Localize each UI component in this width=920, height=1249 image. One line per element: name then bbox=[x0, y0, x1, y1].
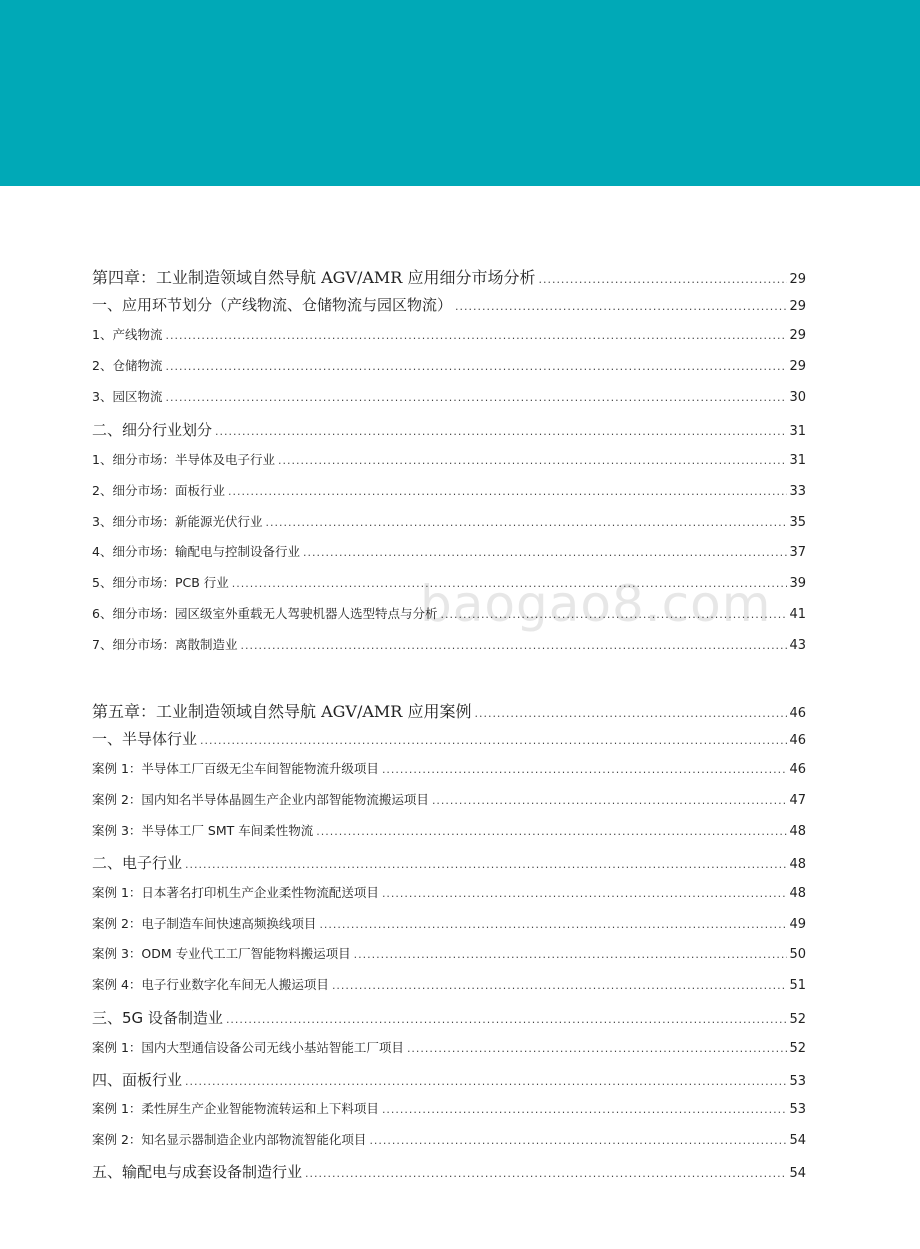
toc-page-number: 29 bbox=[789, 328, 806, 343]
toc-leader-dots bbox=[278, 454, 787, 467]
toc-page-number: 39 bbox=[789, 576, 806, 591]
toc-entry-label: 二、细分行业划分 bbox=[92, 421, 213, 439]
toc-item[interactable] bbox=[92, 975, 806, 993]
toc-leader-dots bbox=[226, 1013, 788, 1026]
toc-page-number: 41 bbox=[789, 607, 806, 622]
toc-page-number: 51 bbox=[789, 978, 806, 993]
header-band bbox=[0, 0, 920, 186]
toc-page-number: 29 bbox=[789, 299, 806, 314]
toc-entry-label: 案例 1：柔性屏生产企业智能物流转运和上下料项目 bbox=[92, 1101, 379, 1116]
toc-page-number: 54 bbox=[789, 1166, 806, 1181]
toc-page-number: 29 bbox=[789, 359, 806, 374]
toc-item[interactable] bbox=[92, 1099, 806, 1117]
toc-page-number: 31 bbox=[789, 424, 806, 439]
toc-leader-dots bbox=[455, 300, 787, 313]
toc-entry-label: 案例 2：知名显示器制造企业内部物流智能化项目 bbox=[92, 1132, 367, 1147]
toc-page-number: 46 bbox=[789, 762, 806, 777]
toc-entry-label: 案例 3：ODM 专业代工工厂智能物料搬运项目 bbox=[92, 946, 351, 961]
toc-leader-dots bbox=[240, 639, 787, 652]
toc-section[interactable] bbox=[92, 419, 806, 440]
toc-entry-label: 案例 1：日本著名打印机生产企业柔性物流配送项目 bbox=[92, 885, 379, 900]
toc-leader-dots bbox=[407, 1042, 788, 1055]
toc-page-number: 53 bbox=[789, 1074, 806, 1089]
toc-leader-dots bbox=[232, 577, 788, 590]
toc-page-number: 30 bbox=[789, 390, 806, 405]
toc-item[interactable] bbox=[92, 883, 806, 901]
toc-entry-label: 2、细分市场：面板行业 bbox=[92, 483, 225, 498]
toc-item[interactable] bbox=[92, 790, 806, 808]
toc-item[interactable] bbox=[92, 542, 806, 560]
toc-entry-label: 1、细分市场：半导体及电子行业 bbox=[92, 452, 275, 467]
toc-leader-dots bbox=[538, 273, 787, 286]
toc-page-number: 46 bbox=[789, 706, 806, 721]
toc-item[interactable] bbox=[92, 914, 806, 932]
toc-section[interactable] bbox=[92, 728, 806, 749]
toc-section[interactable] bbox=[92, 1161, 806, 1182]
toc-page-number: 37 bbox=[789, 545, 806, 560]
toc-page-number: 52 bbox=[789, 1041, 806, 1056]
toc-page-number: 54 bbox=[789, 1133, 806, 1148]
toc-entry-label: 案例 2：电子制造车间快速高频换线项目 bbox=[92, 916, 317, 931]
toc-leader-dots bbox=[265, 516, 787, 529]
toc-entry-label: 案例 1：国内大型通信设备公司无线小基站智能工厂项目 bbox=[92, 1040, 404, 1055]
toc-leader-dots bbox=[332, 979, 788, 992]
toc-leader-dots bbox=[165, 391, 787, 404]
toc-page-number: 50 bbox=[789, 947, 806, 962]
watermark: baogao8.com bbox=[420, 575, 772, 633]
toc-entry-label: 2、仓储物流 bbox=[92, 358, 163, 373]
toc-leader-dots bbox=[354, 948, 788, 961]
toc-leader-dots bbox=[319, 918, 787, 931]
toc-entry-label: 第四章：工业制造领域自然导航 AGV/AMR 应用细分市场分析 bbox=[92, 268, 536, 287]
toc-entry-label: 一、应用环节划分（产线物流、仓储物流与园区物流） bbox=[92, 296, 453, 314]
toc-item[interactable] bbox=[92, 387, 806, 405]
toc-section[interactable] bbox=[92, 1007, 806, 1028]
toc-page-number: 52 bbox=[789, 1012, 806, 1027]
toc-entry-label: 四、面板行业 bbox=[92, 1071, 183, 1089]
toc-entry-label: 3、园区物流 bbox=[92, 389, 163, 404]
toc-item[interactable] bbox=[92, 821, 806, 839]
toc-leader-dots bbox=[185, 858, 787, 871]
toc-entry-label: 3、细分市场：新能源光伏行业 bbox=[92, 514, 263, 529]
toc-section[interactable] bbox=[92, 852, 806, 873]
toc-page-number: 46 bbox=[789, 733, 806, 748]
toc-entry-label: 第五章：工业制造领域自然导航 AGV/AMR 应用案例 bbox=[92, 702, 472, 721]
toc-entry-label: 6、细分市场：园区级室外重载无人驾驶机器人选型特点与分析 bbox=[92, 606, 438, 621]
toc-page-number: 35 bbox=[789, 515, 806, 530]
toc-entry-label: 五、输配电与成套设备制造行业 bbox=[92, 1163, 303, 1181]
toc-leader-dots bbox=[200, 734, 787, 747]
toc-chapter[interactable] bbox=[92, 699, 806, 722]
toc-entry-label: 4、细分市场：输配电与控制设备行业 bbox=[92, 544, 300, 559]
toc-leader-dots bbox=[165, 329, 787, 342]
toc-page-number: 47 bbox=[789, 793, 806, 808]
toc-item[interactable] bbox=[92, 481, 806, 499]
toc-leader-dots bbox=[305, 1167, 787, 1180]
toc-page-number: 49 bbox=[789, 917, 806, 932]
toc-item[interactable] bbox=[92, 1038, 806, 1056]
toc-item[interactable] bbox=[92, 944, 806, 962]
toc-leader-dots bbox=[432, 794, 788, 807]
toc-page-number: 43 bbox=[789, 638, 806, 653]
toc-page-number: 31 bbox=[789, 453, 806, 468]
toc-item[interactable] bbox=[92, 512, 806, 530]
toc-item[interactable] bbox=[92, 450, 806, 468]
toc-leader-dots bbox=[228, 485, 787, 498]
toc-item[interactable] bbox=[92, 573, 806, 591]
toc-leader-dots bbox=[215, 425, 787, 438]
toc-page-number: 33 bbox=[789, 484, 806, 499]
toc-entry-label: 5、细分市场：PCB 行业 bbox=[92, 575, 229, 590]
toc-leader-dots bbox=[165, 360, 787, 373]
toc-entry-label: 三、5G 设备制造业 bbox=[92, 1009, 223, 1027]
toc-item[interactable] bbox=[92, 635, 806, 653]
toc-item[interactable] bbox=[92, 325, 806, 343]
toc-entry-label: 7、细分市场：离散制造业 bbox=[92, 637, 238, 652]
toc-entry-label: 一、半导体行业 bbox=[92, 730, 198, 748]
toc-entry-label: 案例 1：半导体工厂百级无尘车间智能物流升级项目 bbox=[92, 761, 379, 776]
toc-page-number: 29 bbox=[789, 272, 806, 287]
toc-entry-label: 二、电子行业 bbox=[92, 854, 183, 872]
toc-page-number: 48 bbox=[789, 824, 806, 839]
toc-page-number: 48 bbox=[789, 886, 806, 901]
toc-leader-dots bbox=[382, 763, 788, 776]
toc-entry-label: 1、产线物流 bbox=[92, 327, 163, 342]
toc-leader-dots bbox=[316, 825, 787, 838]
toc-item[interactable] bbox=[92, 759, 806, 777]
toc-leader-dots bbox=[382, 887, 788, 900]
toc-leader-dots bbox=[474, 707, 787, 720]
toc-entry-label: 案例 4：电子行业数字化车间无人搬运项目 bbox=[92, 977, 329, 992]
toc-page-number: 53 bbox=[789, 1102, 806, 1117]
toc-entry-label: 案例 3：半导体工厂 SMT 车间柔性物流 bbox=[92, 823, 314, 838]
toc-leader-dots bbox=[440, 608, 787, 621]
toc-section[interactable] bbox=[92, 294, 806, 315]
toc-leader-dots bbox=[369, 1134, 787, 1147]
toc-item[interactable] bbox=[92, 604, 806, 622]
toc-leader-dots bbox=[303, 546, 787, 559]
toc-section[interactable] bbox=[92, 1069, 806, 1090]
toc-item[interactable] bbox=[92, 356, 806, 374]
toc-item[interactable] bbox=[92, 1130, 806, 1148]
toc-entry-label: 案例 2：国内知名半导体晶圆生产企业内部智能物流搬运项目 bbox=[92, 792, 429, 807]
toc-leader-dots bbox=[185, 1075, 787, 1088]
toc-chapter[interactable] bbox=[92, 265, 806, 288]
toc-page-number: 48 bbox=[789, 857, 806, 872]
toc-leader-dots bbox=[382, 1103, 788, 1116]
